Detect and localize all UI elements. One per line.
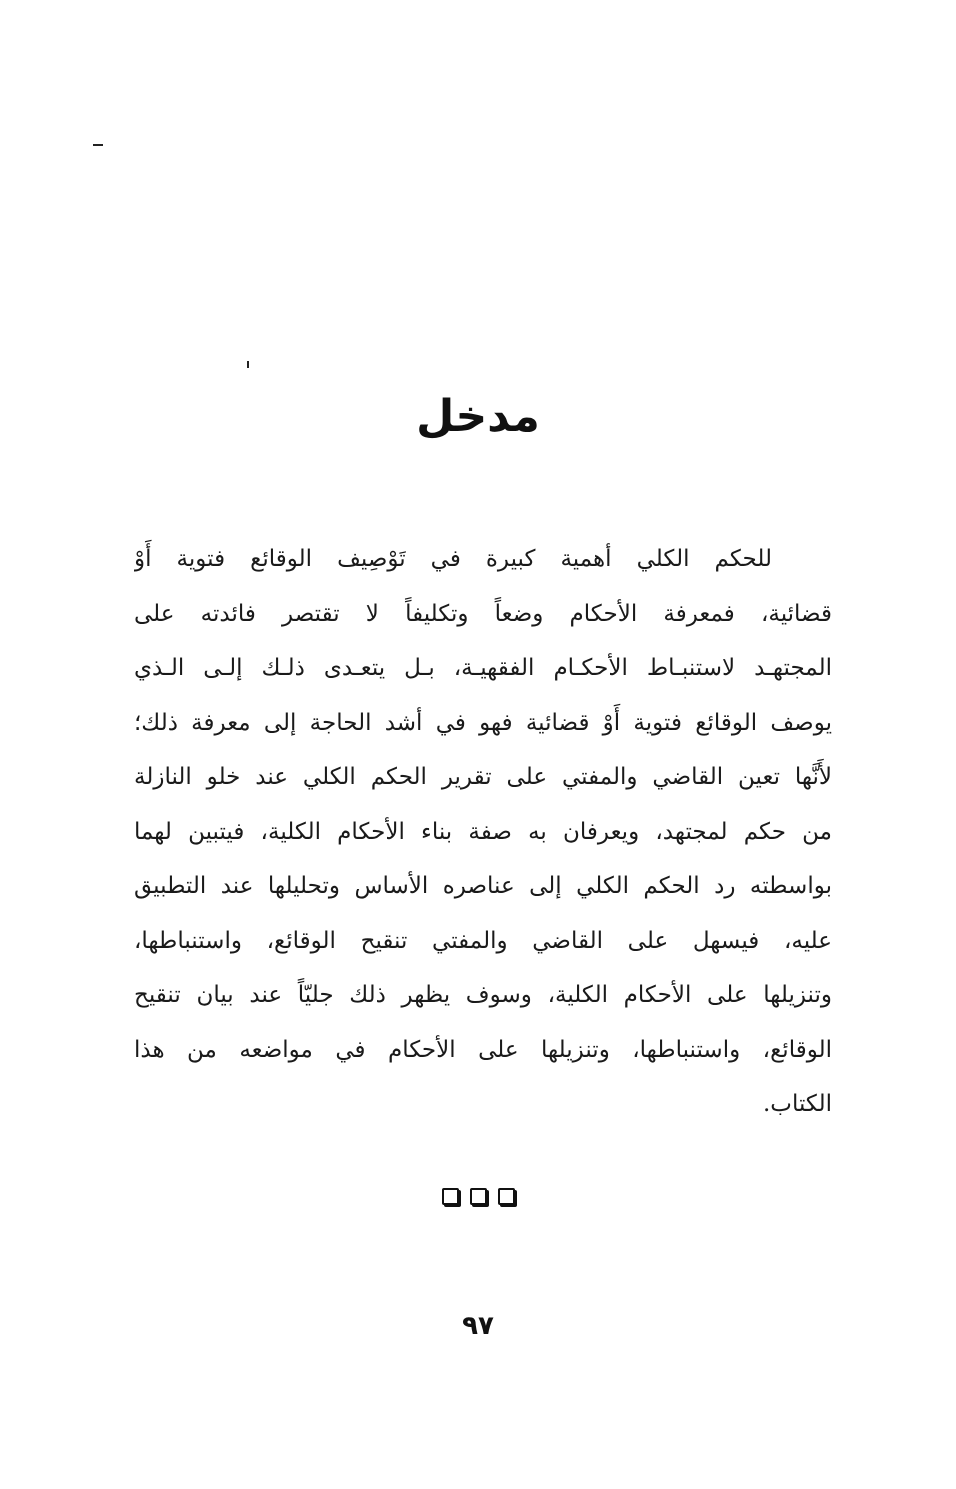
- paragraph-line: الكتاب.: [762, 1091, 832, 1117]
- chapter-title: مدخل: [416, 391, 540, 442]
- paragraph-line: من حكم لمجتهد، ويعرفان به صفة بناء الأحكام الكلية، فيتبين لهما: [134, 818, 832, 845]
- section-separator: [0, 1188, 956, 1205]
- paragraph-line: قضائية، فمعرفة الأحكام وضعاً وتكليفاً لا تقتصر فائدته على: [134, 600, 832, 627]
- paragraph-line: وتنزيلها على الأحكام الكلية، وسوف يظهر ذلك جليّاً عند بيان تنقيح: [134, 982, 832, 1008]
- paragraph-line: بواسطته رد الحكم الكلي إلى عناصره الأساس وتحليلها عند التطبيق: [134, 873, 832, 899]
- scan-speck: [93, 144, 103, 146]
- square-box-icon: [498, 1188, 515, 1205]
- square-box-icon: [442, 1188, 459, 1205]
- scan-speck: [247, 361, 249, 368]
- body-paragraph: [134, 532, 832, 1132]
- paragraph-line: الوقائع، واستنباطها، وتنزيلها على الأحكام في مواضعه من هذا: [134, 1036, 832, 1063]
- square-box-icon: [470, 1188, 487, 1205]
- paragraph-line: لأَنَّها تعين القاضي والمفتي على تقرير الحكم الكلي عند خلو النازلة: [134, 764, 832, 790]
- paragraph-line: للحكم الكلي أهمية كبيرة في تَوْصِيف الوقائع فتوية أَوْ: [134, 546, 772, 572]
- paragraph-line: يوصف الوقائع فتوية أَوْ قضائية فهو في أشد الحاجة إلى معرفة ذلك؛: [134, 709, 832, 736]
- paragraph-line: المجتهـد لاستنبـاط الأحكـام الفقهيـة، بـل يتعـدى ذلـك إلـى الـذي: [134, 655, 832, 681]
- page-number: ٩٧: [462, 1311, 494, 1341]
- paragraph-line: عليه، فيسهل على القاضي والمفتي تنقيح الوقائع، واستنباطها،: [134, 927, 832, 954]
